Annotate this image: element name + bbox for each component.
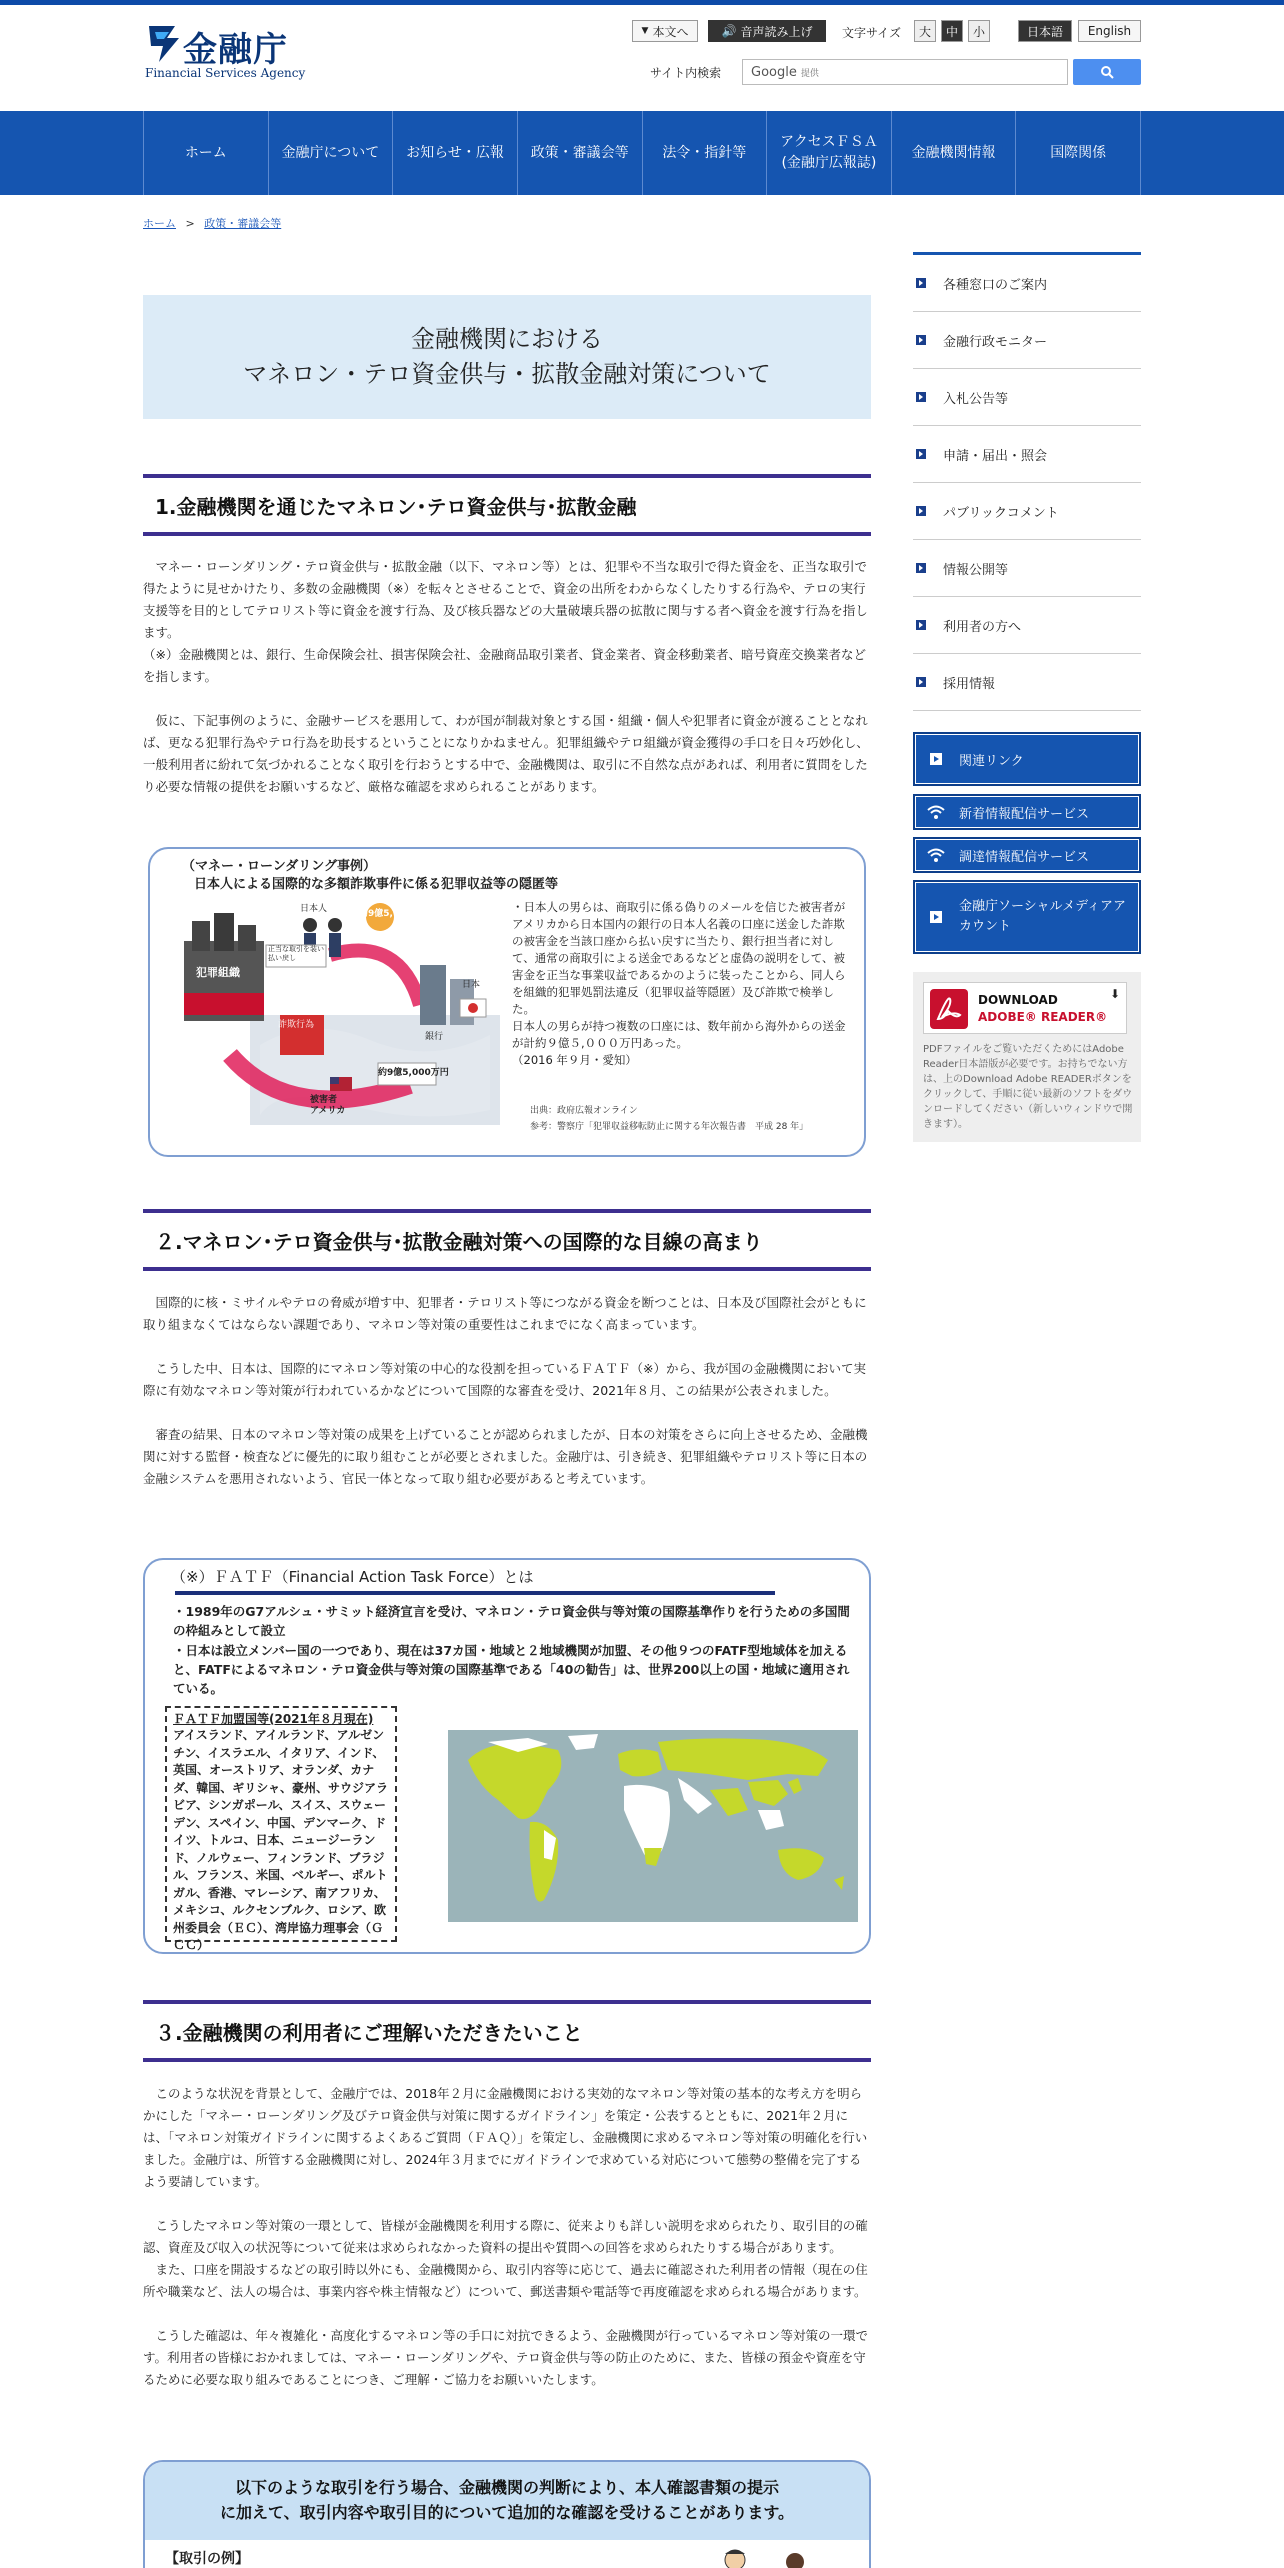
speaker-icon: 🔊 — [721, 24, 737, 38]
nav-home[interactable]: ホーム — [144, 111, 269, 195]
section-2-heading: ２.マネロン･テロ資金供与･拡散金融対策への国際的な目線の高まり — [143, 1209, 871, 1271]
download-arrow-icon: ⬇ — [1109, 987, 1120, 1001]
sidebar-related-links[interactable]: 関連リンク — [913, 732, 1141, 786]
nav-news[interactable]: お知らせ・広報 — [393, 111, 518, 195]
arrow-bullet-icon — [916, 449, 926, 459]
font-size-large-button[interactable]: 大 — [914, 20, 936, 42]
site-logo[interactable] — [143, 22, 313, 82]
font-size-label: 文字サイズ — [842, 26, 902, 40]
nav-access-fsa[interactable]: アクセスＦＳＡ (金融庁広報誌) — [767, 111, 892, 195]
nav-international[interactable]: 国際関係 — [1016, 111, 1141, 195]
logo-english: Financial Services Agency — [145, 66, 306, 80]
sidebar-procurement-feed[interactable]: 調達情報配信サービス — [913, 837, 1141, 873]
sidebar-item-monitor[interactable]: 金融行政モニター — [913, 312, 1141, 369]
section-3-text: このような状況を背景として、金融庁では、2018年２月に金融機関における実効的なマネロン等対策の基本的な考え方を明らかにした「マネー・ローンダリング及びテロ資金供与対策に関するガイドライン」を策定・公表するとともに、2021年２月には、「マネロン対策ガイドラインに関するよくあるご質問（ＦＡＱ）」を策定し、金融機関に求めるマネロン等対策の明確化を行いました。金融庁は、所管する金融機関に対し、2024年３月までにガイドラインで求めている対応について態勢の整備を完了するよう要請しています。 こうしたマネロン等対策の一環として、皆様が金融機関を利用する際に、従来よりも詳しい説明を求められたり、取引目的の確認、資産及び収入の状況等について従来は求められなかった資料の提出や質問への回答を求められたりする場合があります。 また、口座を開設するなどの取引時以外にも、金融機関から、取引内容等に応じて、過去に確認された利用者の情報（現在の住所や職業など、法人の場合は、事業内容や株主情報など）について、郵送書類や電話等で再度確認を求められる場合があります。 こうした確認は、年々複雑化・高度化するマネロン等の手口に対抗できるよう、金融機関が行っているマネロン等対策の一環です。利用者の皆様におかれましては、マネー・ローンダリングや、テロ資金供与等の防止のために、また、皆様の預金や資産を守るために必要な取り組みであることにつき、ご理解・ご協力をお願いいたします。 — [143, 2086, 869, 2387]
search-icon — [1100, 65, 1114, 79]
breadcrumb-home-link[interactable]: ホーム — [143, 217, 176, 230]
arrow-bullet-icon — [916, 506, 926, 516]
wifi-icon — [923, 805, 949, 819]
triangle-down-icon: ▼ — [641, 26, 649, 36]
sidebar-item-bids[interactable]: 入札公告等 — [913, 369, 1141, 426]
breadcrumb: ホーム > 政策・審議会等 — [143, 217, 282, 230]
person-illustration-icon — [715, 2546, 835, 2568]
lang-english-button[interactable]: English — [1078, 20, 1141, 42]
sidebar-social-media[interactable]: 金融庁ソーシャルメディアアカウント — [913, 880, 1141, 954]
arrow-bullet-icon — [916, 563, 926, 573]
fatf-world-map — [448, 1730, 858, 1922]
page-title: 金融機関における マネロン・テロ資金供与・拡散金融対策について — [243, 325, 771, 388]
nav-laws[interactable]: 法令・指針等 — [643, 111, 768, 195]
sidebar-item-recruit[interactable]: 採用情報 — [913, 654, 1141, 711]
arrow-bullet-icon — [916, 335, 926, 345]
adobe-reader-box: DOWNLOAD ADOBE® READER® ⬇ PDFファイルをご覧いただくためにはAdobe Reader日本語版が必要です。お持ちでない方は、上のDownload Adobe READERボタンをクリックして、手順に従い最新のソフトをダウンロードしてください（新しいウィンドウで開きます）。 — [913, 972, 1141, 1142]
section-2-text: 国際的に核・ミサイルやテロの脅威が増す中、犯罪者・テロリスト等につながる資金を断つことは、日本及び国際社会がともに取り組まなくてはならない課題であり、マネロン等対策の重要性はこれまでになく高まっています。 こうした中、日本は、国際的にマネロン等対策の中心的な役割を担っているＦＡＴＦ（※）から、我が国の金融機関において実際に有効なマネロン等対策が行われているかなどについて国際的な審査を受け、2021年８月、この結果が公表されました。 審査の結果、日本のマネロン等対策の成果を上げていることが認められましたが、日本の対策をさらに向上させるため、金融機関に対する監督・検査などに優先的に取り組むことが必要とされました。金融庁は、引き続き、犯罪組織やテロリスト等に日本の金融システムを悪用されないよう、官民一体となって取り組む必要があると考えています。 — [143, 1295, 868, 1486]
arrow-bullet-icon — [916, 278, 926, 288]
wifi-icon — [923, 848, 949, 862]
arrow-bullet-icon — [916, 677, 926, 687]
sidebar-item-users[interactable]: 利用者の方へ — [913, 597, 1141, 654]
skip-to-content-button[interactable]: ▼ 本文へ — [632, 20, 698, 42]
nav-about[interactable]: 金融庁について — [269, 111, 394, 195]
transaction-notice-heading: 以下のような取引を行う場合、金融機関の判断により、本人確認書類の提示 に加えて、取引内容や取引目的について追加的な確認を受けることがあります。 — [145, 2462, 869, 2540]
ml-case-illustration: （マネー・ローンダリング事例） 日本人による国際的な多額詐欺事件に係る犯罪収益等の隠匿等 犯罪組織 日本人 約9億5,000万円 正当な取引を装い 払い戻し 詐欺行為 約9億5,000万円 被害者 アメリカ 銀行 日本 ・日本人の男らは、商取引に係る偽りのメールを信じた被害者がアメリカから日本国内の銀行の日本人名義の口座に送金した詐欺の被害金を当該口座から払い戻すに当たり、銀行担当者に対して、通常の商取引による送金であるなどと虚偽の説明をして、被害金を正当な事業収益であるかのように装ったことから、同人らを組織的犯罪処罰法違反（犯罪収益等隠匿）及び詐欺で検挙した。 日本人の男らが持つ複数の口座には、数年前から海外からの送金が計約９億５,０００万円あった。 （2016 年９月・愛知） 出典：政府広報オンライン 参考：警察庁「犯罪収益移転防止に関する年次報告書 平成 28 年」 — [148, 847, 866, 1157]
logo-japanese: 金融庁 — [183, 30, 288, 70]
fsa-logo-icon — [145, 24, 181, 64]
sidebar-item-contacts[interactable]: 各種窓口のご案内 — [913, 255, 1141, 312]
sidebar-news-feed[interactable]: 新着情報配信サービス — [913, 794, 1141, 830]
voice-reading-button[interactable]: 🔊 音声読み上げ — [708, 20, 826, 42]
breadcrumb-current-link[interactable]: 政策・審議会等 — [204, 217, 282, 230]
square-arrow-icon — [930, 911, 942, 923]
square-arrow-icon — [930, 753, 942, 765]
fatf-members-box: ＦＡＴＦ加盟国等(2021年８月現在) アイスランド、アイルランド、アルゼンチン、イスラエル、イタリア、インド、英国、オーストリア、オランダ、カナダ、韓国、ギリシャ、豪州、サウジアラビア、シンガポール、スイス、スウェーデン、スペイン、中国、デンマーク、ドイツ、トルコ、日本、ニュージーランド、ノルウェー、フィンランド、ブラジル、フランス、米国、ベルギー、ポルトガル、香港、マレーシア、南アフリカ、メキシコ、ルクセンブルク、ロシア、欧州委員会（ＥＣ）、湾岸協力理事会（ＧＣＣ） — [165, 1706, 397, 1942]
search-button[interactable] — [1073, 59, 1141, 85]
adobe-download-button[interactable]: DOWNLOAD ADOBE® READER® ⬇ — [923, 982, 1127, 1034]
global-nav — [0, 111, 1284, 195]
font-size-small-button[interactable]: 小 — [968, 20, 990, 42]
sidebar-item-public-comment[interactable]: パブリックコメント — [913, 483, 1141, 540]
section-1-heading: 1.金融機関を通じたマネロン･テロ資金供与･拡散金融 — [143, 474, 871, 536]
section-3-heading: ３.金融機関の利用者にご理解いただきたいこと — [143, 2000, 871, 2062]
pdf-icon — [930, 989, 968, 1029]
fatf-info-box: （※）ＦＡＴＦ（Financial Action Task Force）とは ・1989年のG7アルシュ・サミット経済宣言を受け、マネロン・テロ資金供与等対策の国際基準作りを行うための多国間の枠組みとして設立 ・日本は設立メンバー国の一つであり、現在は37カ国・地域と２地域機関が加盟、その他９つのFATF型地域体を加えると、FATFによるマネロン・テロ資金供与等対策の国際基準である「40の勧告」は、世界200以上の国・地域に適用されている。 ＦＡＴＦ加盟国等(2021年８月現在) アイスランド、アイルランド、アルゼンチン、イスラエル、イタリア、インド、英国、オーストリア、オランダ、カナダ、韓国、ギリシャ、豪州、サウジアラビア、シンガポール、スイス、スウェーデン、スペイン、中国、デンマーク、ドイツ、トルコ、日本、ニュージーランド、ノルウェー、フィンランド、ブラジル、フランス、米国、ベルギー、ポルトガル、香港、マレーシア、南アフリカ、メキシコ、ルクセンブルク、ロシア、欧州委員会（ＥＣ）、湾岸協力理事会（ＧＣＣ） — [143, 1558, 871, 1954]
search-label: サイト内検索 — [650, 66, 722, 80]
nav-policy[interactable]: 政策・審議会等 — [518, 111, 643, 195]
fatf-title-rule — [175, 1591, 775, 1595]
sidebar-item-disclosure[interactable]: 情報公開等 — [913, 540, 1141, 597]
search-input[interactable]: Google 提供 — [742, 59, 1068, 85]
font-size-medium-button[interactable]: 中 — [941, 20, 963, 42]
lang-japanese-button[interactable]: 日本語 — [1018, 20, 1072, 42]
page-title-box — [143, 295, 871, 419]
section-1-text: マネー・ローンダリング・テロ資金供与・拡散金融（以下、マネロン等）とは、犯罪や不当な取引で得た資金を、正当な取引で得たように見せかけたり、多数の金融機関（※）を転々とさせることで、資金の出所をわからなくしたりする行為や、テロの実行支援等を目的としてテロリスト等に資金を渡す行為、及び核兵器などの大量破壊兵器の拡散に関与する者へ資金を渡す行為を指します。 （※）金融機関とは、銀行、生命保険会社、損害保険会社、金融商品取引業者、貸金業者、資金移動業者、暗号資産交換業者などを指します。 仮に、下記事例のように、金融サービスを悪用して、わが国が制裁対象とする国・組織・個人や犯罪者に資金が渡ることとなれば、更なる犯罪行為やテロ行為を助長するということになりかねません。犯罪組織やテロ組織が資金獲得の手口を日々巧妙化し、一般利用者に紛れて気づかれることなく取引を行おうとする中で、金融機関は、取引に不自然な点があれば、利用者に質問をしたり必要な情報の提供をお願いするなど、厳格な確認を求められることがあります。 — [143, 559, 869, 794]
transaction-notice-box: 以下のような取引を行う場合、金融機関の判断により、本人確認書類の提示 に加えて、取引内容や取引目的について追加的な確認を受けることがあります。 【取引の例】 — [143, 2460, 871, 2568]
top-accent-bar — [0, 0, 1284, 5]
arrow-bullet-icon — [916, 620, 926, 630]
sidebar-item-applications[interactable]: 申請・届出・照会 — [913, 426, 1141, 483]
nav-institutions[interactable]: 金融機関情報 — [892, 111, 1017, 195]
arrow-bullet-icon — [916, 392, 926, 402]
